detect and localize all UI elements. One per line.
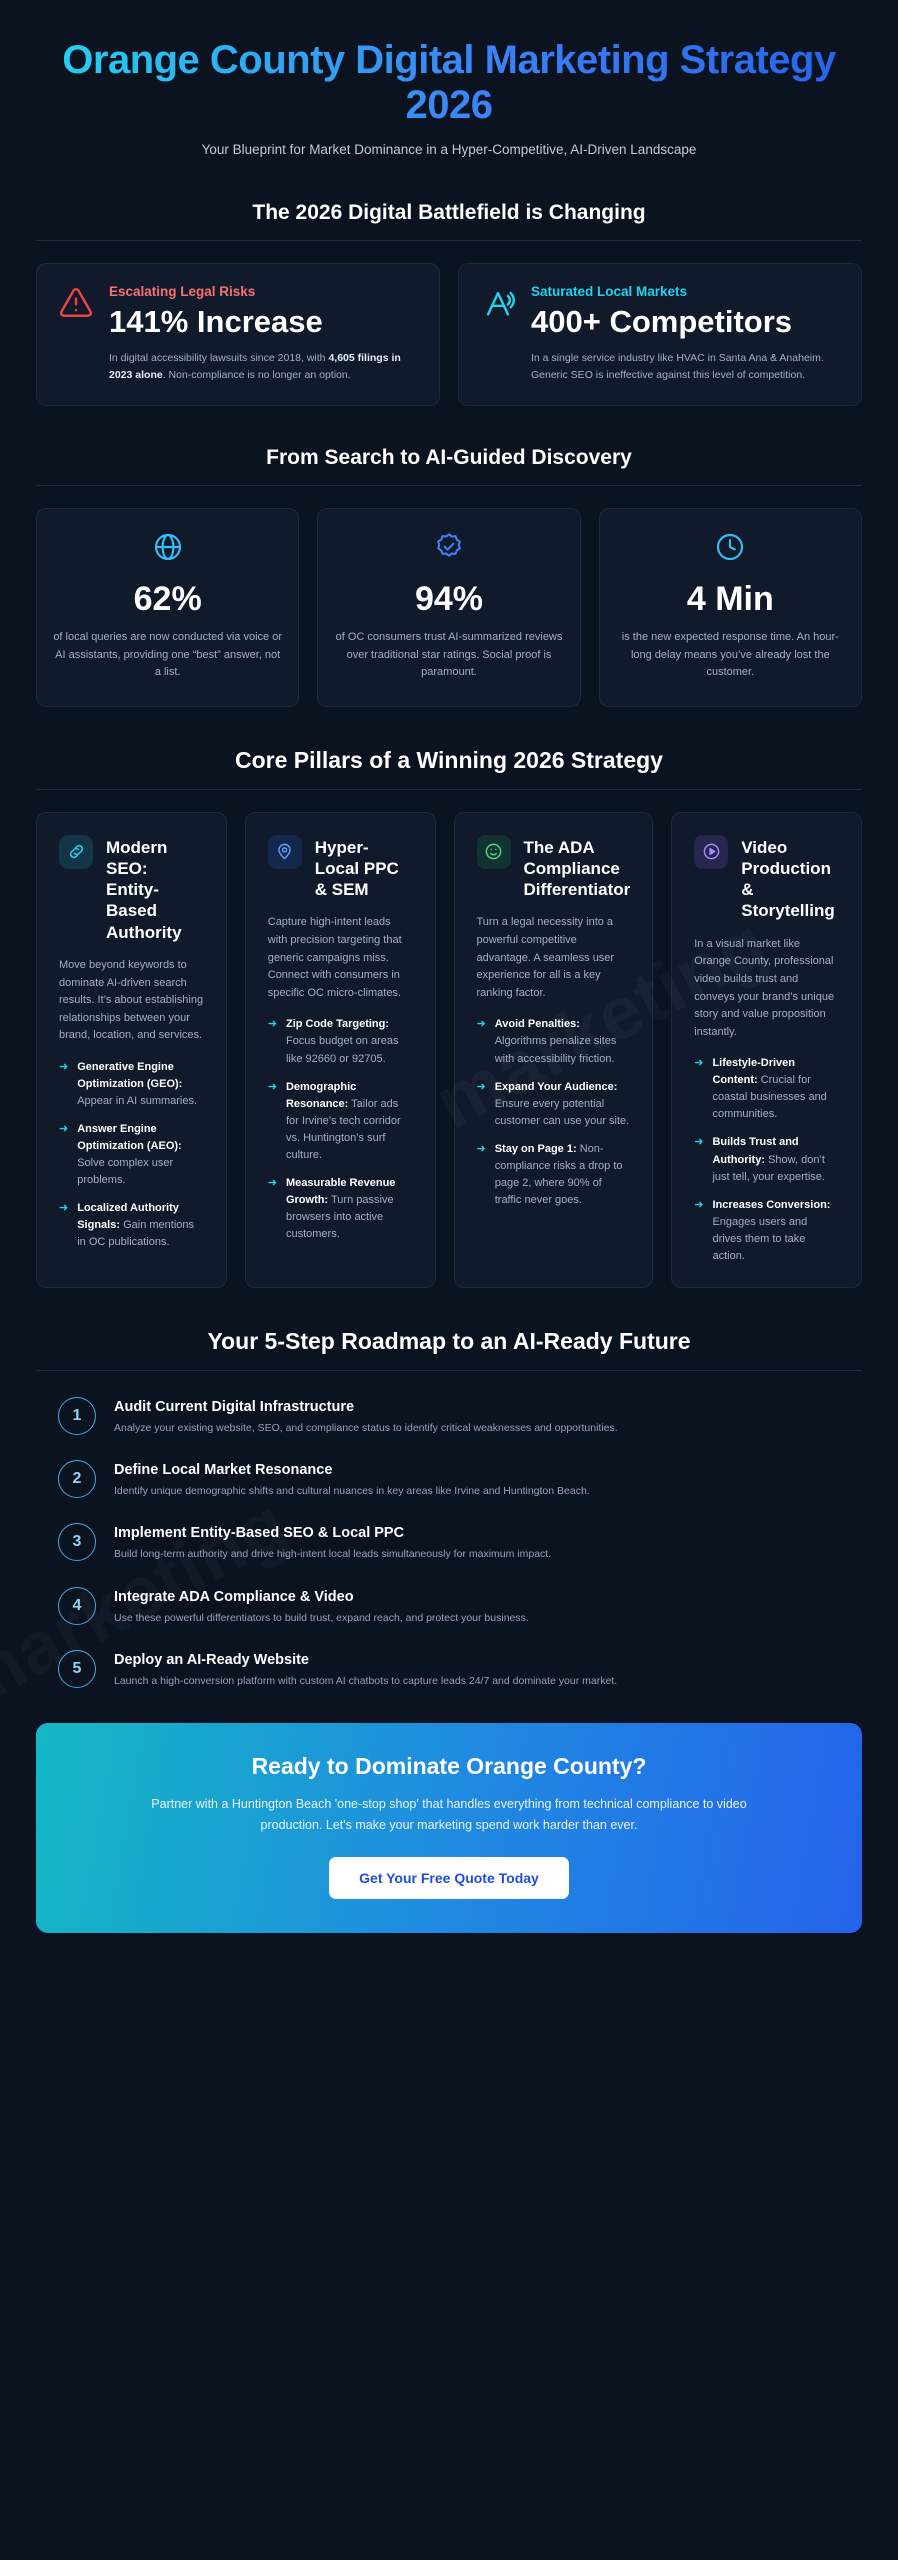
discovery-card-row xyxy=(36,508,862,707)
step-description: Launch a high-conversion platform with custom AI chatbots to capture leads 24/7 and dominate your market. xyxy=(114,1674,618,1687)
page-title: Orange County Digital Marketing Strategy 2026 xyxy=(36,38,862,128)
list-item: ➜ Builds Trust and Authority: Show, don’t just tell, your expertise. xyxy=(694,1134,839,1185)
stat-card-legal-risks xyxy=(36,263,440,406)
list-item: ➜ Increases Conversion: Engages users and drives them to take action. xyxy=(694,1197,839,1265)
check-badge-icon xyxy=(334,531,563,568)
step-description: Identify unique demographic shifts and cultural nuances in key areas like Irvine and Huntington Beach. xyxy=(114,1485,590,1498)
link-icon xyxy=(59,835,93,869)
map-pin-icon xyxy=(268,835,302,869)
get-quote-button[interactable]: Get Your Free Quote Today xyxy=(329,1857,569,1899)
list-item: ➜ Lifestyle-Driven Content: Crucial for coastal businesses and communities. xyxy=(694,1055,839,1123)
list-item: ➜ Answer Engine Optimization (AEO): Solve complex user problems. xyxy=(59,1121,204,1189)
cta-body: Partner with a Huntington Beach 'one-stop shop' that handles everything from technical compliance to video production. Let's make your marketing spend work harder than ever. xyxy=(151,1797,747,1832)
play-circle-icon xyxy=(694,835,728,869)
arrow-icon: ➜ xyxy=(476,1142,486,1155)
arrow-icon: ➜ xyxy=(476,1018,486,1031)
pillar-intro: Capture high-intent leads with precision targeting that generic campaigns miss. Connect with consumers in specific OC micro-climates. xyxy=(267,916,402,999)
pillar-bullet-list xyxy=(694,1055,839,1265)
list-item: ➜ Measurable Revenue Growth: Turn passive browsers into active customers. xyxy=(268,1175,413,1243)
pillar-card-video-production xyxy=(671,812,862,1288)
warning-triangle-icon xyxy=(59,284,93,383)
stat-card-saturated-markets xyxy=(458,263,862,406)
pillar-grid xyxy=(36,812,862,1288)
arrow-icon: ➜ xyxy=(694,1057,704,1070)
list-item xyxy=(58,1397,840,1436)
discovery-value: 4 Min xyxy=(686,579,774,618)
pillar-bullet-list xyxy=(59,1059,204,1251)
list-item: ➜ Zip Code Targeting: Focus budget on areas like 92660 or 92705. xyxy=(268,1016,413,1067)
pillar-card-ada-compliance xyxy=(454,812,654,1288)
stat-value: 400+ Competitors xyxy=(531,303,793,339)
discovery-value: 62% xyxy=(133,579,202,618)
step-description: Use these powerful differentiators to build trust, expand reach, and protect your business. xyxy=(114,1611,529,1624)
list-item: ➜ Expand Your Audience: Ensure every potential customer can use your site. xyxy=(477,1079,631,1130)
discovery-card-voice-queries xyxy=(36,508,299,707)
step-number: 2 xyxy=(58,1460,96,1498)
step-description: Build long-term authority and drive high-intent local leads simultaneously for maximum impact. xyxy=(114,1548,552,1561)
pillar-card-hyper-local-ppc xyxy=(245,812,436,1288)
list-item xyxy=(58,1587,840,1626)
list-item: ➜ Avoid Penalties: Algorithms penalize sites with accessibility friction. xyxy=(477,1016,631,1067)
list-item: ➜ Localized Authority Signals: Gain mentions in OC publications. xyxy=(59,1200,204,1251)
stat-kicker: Escalating Legal Risks xyxy=(109,283,256,299)
pillar-card-modern-seo xyxy=(36,812,227,1288)
list-item xyxy=(58,1460,840,1499)
pillar-title: Modern SEO: Entity-Based Authority xyxy=(106,837,182,942)
clock-icon xyxy=(616,531,845,568)
stat-kicker: Saturated Local Markets xyxy=(531,283,688,299)
pillar-intro: In a visual market like Orange County, professional video builds trust and conveys your brand’s unique story and value proposition instantly. xyxy=(694,937,835,1038)
section-heading-core-pillars: Core Pillars of a Winning 2026 Strategy xyxy=(36,747,862,790)
arrow-icon: ➜ xyxy=(267,1018,277,1031)
stat-description: In digital accessibility lawsuits since 2018, with 4,605 filings in 2023 alone. Non-compliance is no longer an option. xyxy=(109,352,401,381)
list-item xyxy=(58,1523,840,1562)
step-title: Integrate ADA Compliance & Video xyxy=(114,1588,354,1605)
discovery-description: of local queries are now conducted via voice or AI assistants, providing one “best” answer, not a list. xyxy=(53,630,282,679)
discovery-description: of OC consumers trust AI-summarized reviews over traditional star ratings. Social proof is paramount. xyxy=(335,630,563,679)
cta-banner xyxy=(36,1723,862,1933)
list-item: ➜ Stay on Page 1: Non-compliance risks a drop to page 2, where 90% of traffic never goes. xyxy=(477,1141,631,1209)
arrow-icon: ➜ xyxy=(59,1123,69,1136)
pillar-title: Video Production & Storytelling xyxy=(741,837,835,921)
smiley-accessibility-icon xyxy=(477,835,511,869)
arrow-icon: ➜ xyxy=(694,1136,704,1149)
section-heading-ai-discovery: From Search to AI-Guided Discovery xyxy=(36,446,862,486)
pillar-intro: Move beyond keywords to dominate AI-driven search results. It’s about establishing relationships between your brand, location, and services. xyxy=(59,958,204,1042)
step-number: 3 xyxy=(58,1523,96,1561)
step-title: Define Local Market Resonance xyxy=(114,1462,333,1479)
stat-card-row xyxy=(36,263,862,406)
arrow-icon: ➜ xyxy=(59,1202,69,1215)
section-heading-battlefield: The 2026 Digital Battlefield is Changing xyxy=(36,201,862,241)
cta-heading: Ready to Dominate Orange County? xyxy=(251,1753,647,1780)
step-number: 5 xyxy=(58,1650,96,1688)
pillar-intro: Turn a legal necessity into a powerful competitive advantage. A seamless user experience for all is a key ranking factor. xyxy=(476,916,615,999)
hero-section xyxy=(36,28,862,161)
step-title: Implement Entity-Based SEO & Local PPC xyxy=(114,1525,405,1542)
stat-description: In a single service industry like HVAC in Santa Ana & Anaheim. Generic SEO is ineffective against this level of competition. xyxy=(531,352,824,381)
arrow-icon: ➜ xyxy=(267,1080,277,1093)
page-subtitle: Your Blueprint for Market Dominance in a Hyper-Competitive, AI-Driven Landscape xyxy=(201,141,697,157)
stat-value: 141% Increase xyxy=(109,303,323,339)
step-description: Analyze your existing website, SEO, and compliance status to identify critical weaknesses and opportunities. xyxy=(114,1421,618,1434)
antenna-signal-icon xyxy=(481,284,515,383)
discovery-value: 94% xyxy=(414,579,484,618)
list-item xyxy=(58,1650,840,1689)
discovery-card-ai-reviews xyxy=(317,508,580,707)
list-item: ➜ Generative Engine Optimization (GEO): Appear in AI summaries. xyxy=(59,1059,204,1110)
list-item: ➜ Demographic Resonance: Tailor ads for Irvine’s tech corridor vs. Huntington’s surf culture. xyxy=(268,1079,413,1164)
pillar-bullet-list xyxy=(268,1016,413,1243)
discovery-card-response-time xyxy=(599,508,862,707)
pillar-title: The ADA Compliance Differentiator xyxy=(523,837,631,900)
arrow-icon: ➜ xyxy=(476,1080,486,1093)
globe-icon xyxy=(53,531,282,568)
step-number: 4 xyxy=(58,1587,96,1625)
discovery-description: is the new expected response time. An hour-long delay means you’ve already lost the customer. xyxy=(621,630,839,679)
arrow-icon: ➜ xyxy=(59,1060,69,1073)
arrow-icon: ➜ xyxy=(694,1198,704,1211)
arrow-icon: ➜ xyxy=(267,1176,277,1189)
step-title: Deploy an AI-Ready Website xyxy=(114,1651,309,1668)
pillar-bullet-list xyxy=(477,1016,631,1208)
roadmap-list xyxy=(36,1397,862,1689)
step-number: 1 xyxy=(58,1397,96,1435)
pillar-title: Hyper-Local PPC & SEM xyxy=(314,837,399,900)
section-heading-roadmap: Your 5-Step Roadmap to an AI-Ready Future xyxy=(36,1328,862,1371)
step-title: Audit Current Digital Infrastructure xyxy=(114,1398,355,1415)
